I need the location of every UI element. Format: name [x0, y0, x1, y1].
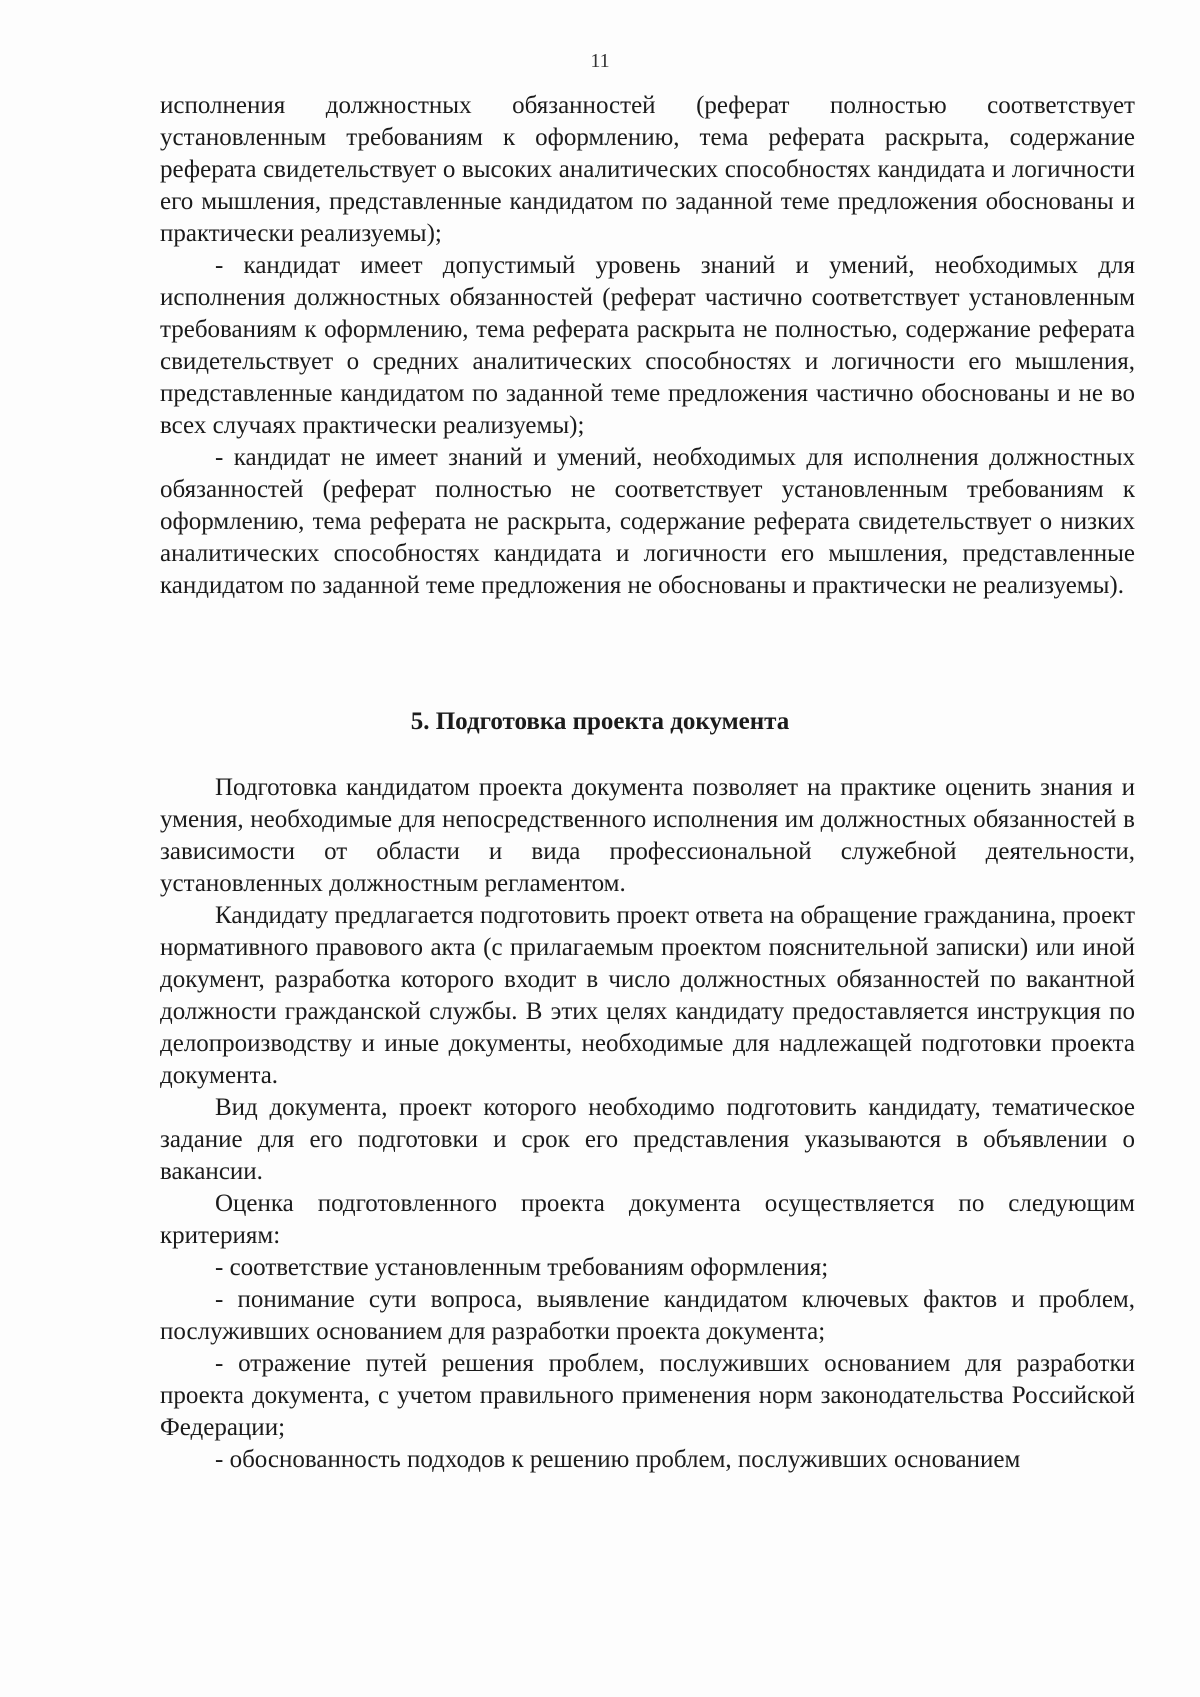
paragraph: Оценка подготовленного проекта документа осуществляется по следующим критериям:	[160, 1190, 1135, 1249]
paragraph: Подготовка кандидатом проекта документа позволяет на практике оценить знания и умения, необходимые для непосредственного исполнения им должностных обязанностей в зависимости от области и вида профессиональной служебной деятельности, установленных должностным регламентом.	[160, 774, 1135, 897]
paragraph: Вид документа, проект которого необходимо подготовить кандидату, тематическое задание для его подготовки и срок его представления указываются в объявлении о вакансии.	[160, 1094, 1135, 1185]
section-body-text	[160, 772, 1135, 1476]
paragraph: Кандидату предлагается подготовить проект ответа на обращение гражданина, проект нормативного правового акта (с прилагаемым проектом пояснительной записки) или иной документ, разработка которого входит в число должностных обязанностей по вакантной должности гражданской службы. В этих целях кандидату предоставляется инструкция по делопроизводству и иные документы, необходимые для надлежащей подготовки проекта документа.	[160, 902, 1135, 1089]
list-item: - понимание сути вопроса, выявление кандидатом ключевых фактов и проблем, послуживших основанием для разработки проекта документа;	[160, 1286, 1135, 1345]
paragraph: исполнения должностных обязанностей (реферат полностью соответствует установленным требованиям к оформлению, тема реферата раскрыта, содержание реферата свидетельствует о высоких аналитических способностях кандидата и логичности его мышления, представленные кандидатом по заданной теме предложения обоснованы и практически реализуемы);	[160, 92, 1135, 247]
list-item: - обоснованность подходов к решению проблем, послуживших основанием	[215, 1446, 1021, 1473]
list-item: - соответствие установленным требованиям оформления;	[215, 1254, 829, 1281]
section-heading: 5. Подготовка проекта документа	[410, 708, 790, 735]
paragraph: - кандидат имеет допустимый уровень знаний и умений, необходимых для исполнения должностных обязанностей (реферат частично соответствует установленным требованиям к оформлению, тема реферата раскрыта не полностью, содержание реферата свидетельствует о средних аналитических способностях и логичности его мышления, представленные кандидатом по заданной теме предложения частично обоснованы и не во всех случаях практически реализуемы);	[160, 252, 1135, 439]
list-item: - отражение путей решения проблем, послуживших основанием для разработки проекта документа, с учетом правильного применения норм законодательства Российской Федерации;	[160, 1350, 1135, 1441]
page-number: 11	[590, 50, 610, 72]
paragraph: - кандидат не имеет знаний и умений, необходимых для исполнения должностных обязанностей (реферат полностью не соответствует установленным требованиям к оформлению, тема реферата не раскрыта, содержание реферата свидетельствует о низких аналитических способностях кандидата и логичности его мышления, представленные кандидатом по заданной теме предложения не обоснованы и практически не реализуемы).	[160, 444, 1135, 599]
continued-criteria-text	[160, 90, 1135, 602]
